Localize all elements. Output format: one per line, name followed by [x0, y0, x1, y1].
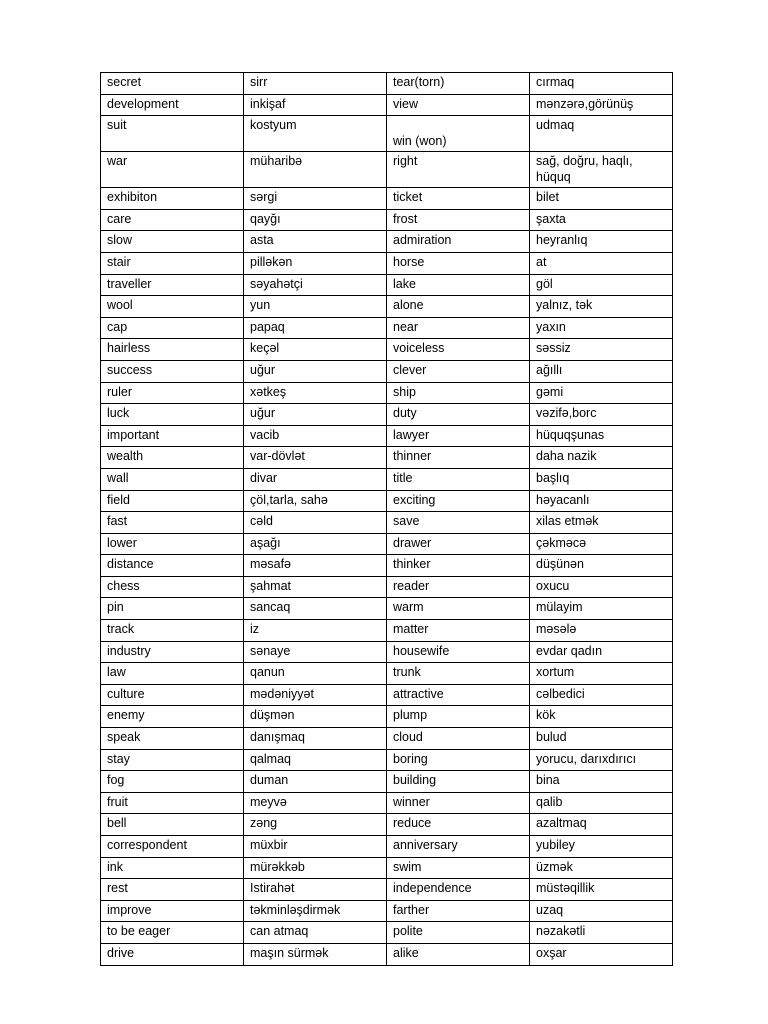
azerbaijani-translation-2-cell: çəkməcə: [530, 533, 673, 555]
azerbaijani-translation-1-cell: müxbir: [244, 836, 387, 858]
table-row: [101, 663, 673, 685]
english-word-2-cell: reduce: [387, 814, 530, 836]
english-word-2-cell: cloud: [387, 728, 530, 750]
table-row: [101, 468, 673, 490]
english-word-2-cell: swim: [387, 857, 530, 879]
english-word-1-cell: fruit: [101, 792, 244, 814]
table-row: [101, 490, 673, 512]
azerbaijani-translation-2-cell: məsələ: [530, 620, 673, 642]
azerbaijani-translation-2-cell: evdar qadın: [530, 641, 673, 663]
english-word-2-cell: duty: [387, 404, 530, 426]
azerbaijani-translation-1-cell: səyahətçi: [244, 274, 387, 296]
english-word-2-cell: alike: [387, 943, 530, 965]
azerbaijani-translation-1-cell: mürəkkəb: [244, 857, 387, 879]
azerbaijani-translation-1-cell: can atmaq: [244, 922, 387, 944]
english-word-1-cell: industry: [101, 641, 244, 663]
english-word-1-cell: enemy: [101, 706, 244, 728]
azerbaijani-translation-1-cell: çöl,tarla, sahə: [244, 490, 387, 512]
english-word-1-cell: luck: [101, 404, 244, 426]
english-word-1-cell: wealth: [101, 447, 244, 469]
azerbaijani-translation-2-cell: göl: [530, 274, 673, 296]
azerbaijani-translation-1-cell: yun: [244, 296, 387, 318]
azerbaijani-translation-2-cell: xortum: [530, 663, 673, 685]
english-word-2-cell: tear(torn): [387, 73, 530, 95]
english-word-1-cell: drive: [101, 943, 244, 965]
table-row: [101, 360, 673, 382]
english-word-1-cell: chess: [101, 576, 244, 598]
azerbaijani-translation-1-cell: asta: [244, 231, 387, 253]
table-row: [101, 209, 673, 231]
azerbaijani-translation-2-cell: şaxta: [530, 209, 673, 231]
azerbaijani-translation-1-cell: qanun: [244, 663, 387, 685]
azerbaijani-translation-2-cell: müstəqillik: [530, 879, 673, 901]
azerbaijani-translation-1-cell: papaq: [244, 317, 387, 339]
english-word-2-cell: ticket: [387, 188, 530, 210]
azerbaijani-translation-2-cell: səssiz: [530, 339, 673, 361]
table-row: [101, 555, 673, 577]
table-row: [101, 706, 673, 728]
english-word-2-cell: lawyer: [387, 425, 530, 447]
table-row: [101, 94, 673, 116]
english-word-2-cell: independence: [387, 879, 530, 901]
table-row: [101, 814, 673, 836]
table-row: [101, 425, 673, 447]
table-row: [101, 879, 673, 901]
english-word-1-cell: ruler: [101, 382, 244, 404]
english-word-2-cell: right: [387, 152, 530, 188]
english-word-2-cell: farther: [387, 900, 530, 922]
table-row: [101, 620, 673, 642]
english-word-1-cell: important: [101, 425, 244, 447]
azerbaijani-translation-1-cell: meyvə: [244, 792, 387, 814]
azerbaijani-translation-1-cell: vacib: [244, 425, 387, 447]
azerbaijani-translation-1-cell: divar: [244, 468, 387, 490]
english-word-2-cell: frost: [387, 209, 530, 231]
table-row: [101, 749, 673, 771]
english-word-2-cell: thinker: [387, 555, 530, 577]
english-word-1-cell: hairless: [101, 339, 244, 361]
azerbaijani-translation-1-cell: cəld: [244, 512, 387, 534]
table-row: [101, 382, 673, 404]
english-word-1-cell: wall: [101, 468, 244, 490]
vocabulary-table: [100, 72, 673, 966]
english-word-2-cell: attractive: [387, 684, 530, 706]
table-row: [101, 231, 673, 253]
table-row: [101, 771, 673, 793]
azerbaijani-translation-2-cell: üzmək: [530, 857, 673, 879]
english-word-1-cell: lower: [101, 533, 244, 555]
azerbaijani-translation-2-cell: bulud: [530, 728, 673, 750]
azerbaijani-translation-1-cell: aşağı: [244, 533, 387, 555]
table-row: [101, 728, 673, 750]
azerbaijani-translation-2-cell: nəzakətli: [530, 922, 673, 944]
english-word-1-cell: to be eager: [101, 922, 244, 944]
table-row: [101, 152, 673, 188]
azerbaijani-translation-2-cell: daha nazik: [530, 447, 673, 469]
azerbaijani-translation-1-cell: uğur: [244, 360, 387, 382]
english-word-2-cell: drawer: [387, 533, 530, 555]
azerbaijani-translation-2-cell: yubiley: [530, 836, 673, 858]
azerbaijani-translation-1-cell: məsafə: [244, 555, 387, 577]
english-word-2-cell: housewife: [387, 641, 530, 663]
azerbaijani-translation-2-cell: cırmaq: [530, 73, 673, 95]
english-word-2-cell: alone: [387, 296, 530, 318]
table-row: [101, 188, 673, 210]
english-word-1-cell: fog: [101, 771, 244, 793]
english-word-1-cell: secret: [101, 73, 244, 95]
english-word-2-cell: ship: [387, 382, 530, 404]
english-word-1-cell: improve: [101, 900, 244, 922]
table-row: [101, 576, 673, 598]
azerbaijani-translation-1-cell: qayğı: [244, 209, 387, 231]
english-word-2-cell: win (won): [387, 116, 530, 152]
english-word-1-cell: cap: [101, 317, 244, 339]
english-word-2-cell: plump: [387, 706, 530, 728]
english-word-1-cell: slow: [101, 231, 244, 253]
table-row: [101, 73, 673, 95]
english-word-1-cell: correspondent: [101, 836, 244, 858]
azerbaijani-translation-1-cell: sancaq: [244, 598, 387, 620]
azerbaijani-translation-2-cell: oxşar: [530, 943, 673, 965]
azerbaijani-translation-2-cell: yorucu, darıxdırıcı: [530, 749, 673, 771]
table-row: [101, 836, 673, 858]
azerbaijani-translation-2-cell: bilet: [530, 188, 673, 210]
english-word-2-cell: voiceless: [387, 339, 530, 361]
english-word-2-cell: view: [387, 94, 530, 116]
azerbaijani-translation-2-cell: yalnız, tək: [530, 296, 673, 318]
azerbaijani-translation-2-cell: qalib: [530, 792, 673, 814]
azerbaijani-translation-1-cell: Istirahət: [244, 879, 387, 901]
azerbaijani-translation-2-cell: udmaq: [530, 116, 673, 152]
azerbaijani-translation-2-cell: həyacanlı: [530, 490, 673, 512]
table-row: [101, 317, 673, 339]
table-row: [101, 641, 673, 663]
azerbaijani-translation-2-cell: vəzifə,borc: [530, 404, 673, 426]
azerbaijani-translation-1-cell: danışmaq: [244, 728, 387, 750]
azerbaijani-translation-1-cell: təkminləşdirmək: [244, 900, 387, 922]
english-word-1-cell: law: [101, 663, 244, 685]
azerbaijani-translation-2-cell: uzaq: [530, 900, 673, 922]
english-word-2-cell: save: [387, 512, 530, 534]
azerbaijani-translation-1-cell: maşın sürmək: [244, 943, 387, 965]
table-row: [101, 857, 673, 879]
azerbaijani-translation-2-cell: mənzərə,görünüş: [530, 94, 673, 116]
english-word-2-cell: admiration: [387, 231, 530, 253]
english-word-1-cell: stay: [101, 749, 244, 771]
azerbaijani-translation-1-cell: sərgi: [244, 188, 387, 210]
azerbaijani-translation-2-cell: mülayim: [530, 598, 673, 620]
azerbaijani-translation-2-cell: yaxın: [530, 317, 673, 339]
azerbaijani-translation-1-cell: sənaye: [244, 641, 387, 663]
english-word-2-cell: polite: [387, 922, 530, 944]
azerbaijani-translation-2-cell: oxucu: [530, 576, 673, 598]
table-row: [101, 922, 673, 944]
table-row: [101, 792, 673, 814]
table-row: [101, 252, 673, 274]
azerbaijani-translation-1-cell: duman: [244, 771, 387, 793]
azerbaijani-translation-2-cell: azaltmaq: [530, 814, 673, 836]
table-row: [101, 684, 673, 706]
azerbaijani-translation-2-cell: xilas etmək: [530, 512, 673, 534]
english-word-2-cell: warm: [387, 598, 530, 620]
english-word-2-cell: clever: [387, 360, 530, 382]
azerbaijani-translation-1-cell: iz: [244, 620, 387, 642]
azerbaijani-translation-1-cell: qalmaq: [244, 749, 387, 771]
english-word-1-cell: rest: [101, 879, 244, 901]
english-word-2-cell: anniversary: [387, 836, 530, 858]
english-word-1-cell: suit: [101, 116, 244, 152]
english-word-2-cell: matter: [387, 620, 530, 642]
english-word-2-cell: trunk: [387, 663, 530, 685]
table-row: [101, 512, 673, 534]
azerbaijani-translation-2-cell: başlıq: [530, 468, 673, 490]
azerbaijani-translation-2-cell: ağıllı: [530, 360, 673, 382]
english-word-1-cell: bell: [101, 814, 244, 836]
english-word-1-cell: stair: [101, 252, 244, 274]
english-word-1-cell: development: [101, 94, 244, 116]
english-word-2-cell: lake: [387, 274, 530, 296]
table-row: [101, 404, 673, 426]
table-row: [101, 447, 673, 469]
table-row: [101, 900, 673, 922]
english-word-1-cell: war: [101, 152, 244, 188]
english-word-2-cell: reader: [387, 576, 530, 598]
azerbaijani-translation-2-cell: heyranlıq: [530, 231, 673, 253]
english-word-1-cell: exhibiton: [101, 188, 244, 210]
azerbaijani-translation-1-cell: mədəniyyət: [244, 684, 387, 706]
azerbaijani-translation-2-cell: gəmi: [530, 382, 673, 404]
azerbaijani-translation-2-cell: kök: [530, 706, 673, 728]
english-word-1-cell: traveller: [101, 274, 244, 296]
english-word-1-cell: field: [101, 490, 244, 512]
english-word-1-cell: care: [101, 209, 244, 231]
azerbaijani-translation-1-cell: sirr: [244, 73, 387, 95]
azerbaijani-translation-1-cell: zəng: [244, 814, 387, 836]
azerbaijani-translation-1-cell: müharibə: [244, 152, 387, 188]
azerbaijani-translation-1-cell: uğur: [244, 404, 387, 426]
english-word-1-cell: distance: [101, 555, 244, 577]
table-row: [101, 598, 673, 620]
english-word-2-cell: thinner: [387, 447, 530, 469]
english-word-2-cell: horse: [387, 252, 530, 274]
azerbaijani-translation-1-cell: kostyum: [244, 116, 387, 152]
azerbaijani-translation-1-cell: xətkeş: [244, 382, 387, 404]
english-word-2-cell: exciting: [387, 490, 530, 512]
azerbaijani-translation-2-cell: cəlbedici: [530, 684, 673, 706]
english-word-2-cell: near: [387, 317, 530, 339]
table-row: [101, 274, 673, 296]
table-row: [101, 116, 673, 152]
azerbaijani-translation-1-cell: düşmən: [244, 706, 387, 728]
english-word-2-cell: winner: [387, 792, 530, 814]
azerbaijani-translation-2-cell: sağ, doğru, haqlı, hüquq: [530, 152, 673, 188]
table-row: [101, 533, 673, 555]
table-row: [101, 339, 673, 361]
azerbaijani-translation-1-cell: pilləkən: [244, 252, 387, 274]
english-word-2-cell: boring: [387, 749, 530, 771]
azerbaijani-translation-1-cell: keçəl: [244, 339, 387, 361]
azerbaijani-translation-1-cell: var-dövlət: [244, 447, 387, 469]
vocabulary-table-body: [101, 73, 673, 966]
english-word-2-cell: building: [387, 771, 530, 793]
english-word-1-cell: ink: [101, 857, 244, 879]
english-word-1-cell: speak: [101, 728, 244, 750]
english-word-1-cell: track: [101, 620, 244, 642]
azerbaijani-translation-2-cell: at: [530, 252, 673, 274]
table-row: [101, 296, 673, 318]
english-word-1-cell: success: [101, 360, 244, 382]
table-row: [101, 943, 673, 965]
azerbaijani-translation-1-cell: şahmat: [244, 576, 387, 598]
english-word-1-cell: culture: [101, 684, 244, 706]
english-word-1-cell: wool: [101, 296, 244, 318]
azerbaijani-translation-2-cell: bina: [530, 771, 673, 793]
azerbaijani-translation-2-cell: düşünən: [530, 555, 673, 577]
azerbaijani-translation-2-cell: hüquqşunas: [530, 425, 673, 447]
english-word-1-cell: fast: [101, 512, 244, 534]
english-word-2-cell: title: [387, 468, 530, 490]
azerbaijani-translation-1-cell: inkişaf: [244, 94, 387, 116]
english-word-1-cell: pin: [101, 598, 244, 620]
